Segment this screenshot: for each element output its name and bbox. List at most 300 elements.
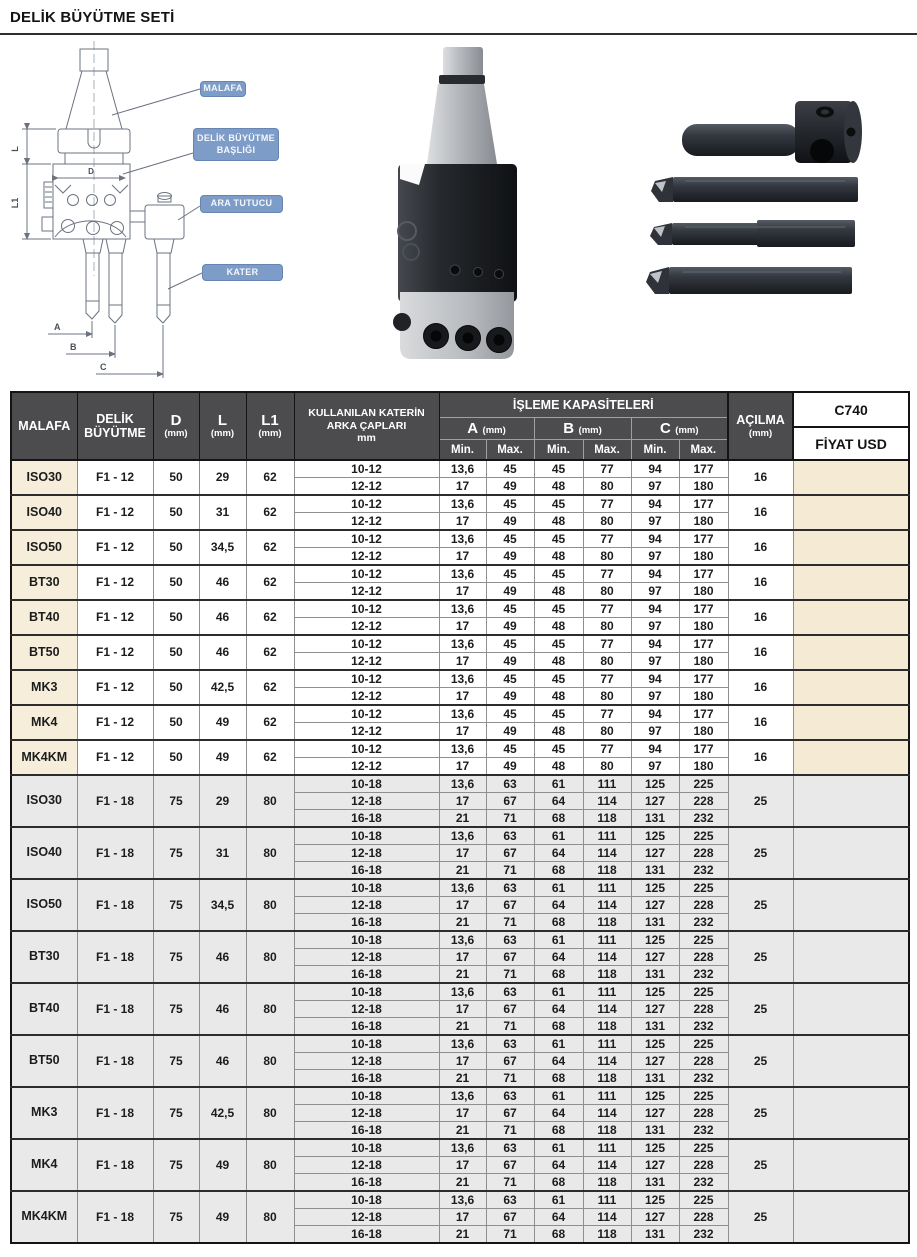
c-min-cell: 131 (631, 1226, 679, 1244)
a-min-cell: 13,6 (439, 1191, 486, 1209)
l1-cell: 80 (246, 1139, 294, 1191)
l-cell: 46 (199, 635, 246, 670)
b-max-cell: 111 (583, 879, 631, 897)
b-min-cell: 68 (534, 914, 583, 932)
b-max-cell: 118 (583, 810, 631, 828)
price-currency-label: FİYAT USD (815, 435, 887, 452)
a-max-cell: 45 (486, 460, 534, 478)
acilma-cell: 16 (728, 565, 793, 600)
c-min-cell: 94 (631, 565, 679, 583)
a-max-cell: 63 (486, 983, 534, 1001)
a-min-cell: 17 (439, 513, 486, 531)
a-max-cell: 45 (486, 600, 534, 618)
c-min-cell: 131 (631, 810, 679, 828)
callout-intermediate-holder (200, 195, 283, 213)
price-cell (793, 827, 909, 879)
a-max-cell: 67 (486, 1105, 534, 1122)
a-max-cell: 67 (486, 1001, 534, 1018)
a-min-cell: 21 (439, 810, 486, 828)
b-min-cell: 45 (534, 670, 583, 688)
l1-cell: 62 (246, 740, 294, 775)
a-min-cell: 17 (439, 478, 486, 496)
c-min-cell: 125 (631, 1087, 679, 1105)
a-max-cell: 49 (486, 723, 534, 741)
b-max-cell: 114 (583, 1157, 631, 1174)
table-row (11, 1139, 909, 1157)
table-row (11, 827, 909, 845)
l-cell: 46 (199, 983, 246, 1035)
b-min-cell: 48 (534, 548, 583, 566)
callout-boring-head-label: DELİK BÜYÜTME BAŞLIĞI (197, 133, 275, 155)
table-row (11, 635, 909, 653)
a-max-cell: 45 (486, 530, 534, 548)
b-min-cell: 61 (534, 1035, 583, 1053)
a-min-cell: 13,6 (439, 565, 486, 583)
kater-cap-cell: 10-18 (294, 931, 439, 949)
kater-cap-cell: 10-18 (294, 1087, 439, 1105)
c-max-cell: 228 (679, 1001, 728, 1018)
b-min-cell: 48 (534, 618, 583, 636)
acilma-cell: 16 (728, 530, 793, 565)
c-max-cell: 180 (679, 653, 728, 671)
a-min-cell: 17 (439, 1157, 486, 1174)
l-cell: 46 (199, 600, 246, 635)
kater-cap-cell: 12-18 (294, 1209, 439, 1226)
c-min-cell: 131 (631, 862, 679, 880)
c-min-cell: 94 (631, 670, 679, 688)
b-min-cell: 68 (534, 1226, 583, 1244)
l-cell: 29 (199, 775, 246, 827)
kater-cap-cell: 12-12 (294, 618, 439, 636)
b-min-cell: 61 (534, 1087, 583, 1105)
b-min-cell: 48 (534, 758, 583, 776)
col-header-c-max: Max. (679, 440, 728, 460)
b-min-cell: 64 (534, 1209, 583, 1226)
c-min-cell: 131 (631, 1122, 679, 1140)
c-min-cell: 97 (631, 513, 679, 531)
l1-cell: 80 (246, 1035, 294, 1087)
dim-label-b: B (70, 342, 77, 352)
col-header-a-min: Min. (439, 440, 486, 460)
b-min-cell: 45 (534, 740, 583, 758)
c-min-cell: 125 (631, 1191, 679, 1209)
delik-buyutme-cell: F1 - 12 (77, 635, 153, 670)
malafa-cell: BT30 (11, 931, 77, 983)
price-cell (793, 600, 909, 635)
c-min-cell: 127 (631, 949, 679, 966)
c-min-cell: 97 (631, 548, 679, 566)
c-max-cell: 225 (679, 931, 728, 949)
acilma-cell: 16 (728, 635, 793, 670)
d-cell: 50 (153, 460, 199, 495)
c-min-cell: 127 (631, 897, 679, 914)
c-min-cell: 125 (631, 931, 679, 949)
b-min-cell: 64 (534, 845, 583, 862)
c-min-cell: 97 (631, 583, 679, 601)
b-min-cell: 45 (534, 565, 583, 583)
a-max-cell: 45 (486, 740, 534, 758)
delik-buyutme-cell: F1 - 12 (77, 600, 153, 635)
a-max-cell: 71 (486, 1122, 534, 1140)
b-min-cell: 68 (534, 1122, 583, 1140)
b-max-cell: 77 (583, 635, 631, 653)
delik-buyutme-cell: F1 - 12 (77, 670, 153, 705)
c-max-cell: 232 (679, 1018, 728, 1036)
a-min-cell: 13,6 (439, 670, 486, 688)
table-row (11, 495, 909, 513)
a-min-cell: 13,6 (439, 1035, 486, 1053)
d-cell: 75 (153, 983, 199, 1035)
l1-cell: 80 (246, 827, 294, 879)
c-max-cell: 177 (679, 565, 728, 583)
b-max-cell: 77 (583, 530, 631, 548)
kater-cap-cell: 12-18 (294, 1105, 439, 1122)
a-min-cell: 21 (439, 1018, 486, 1036)
c-max-cell: 225 (679, 827, 728, 845)
l1-cell: 62 (246, 530, 294, 565)
delik-buyutme-cell: F1 - 12 (77, 740, 153, 775)
table-row (11, 1087, 909, 1105)
a-max-cell: 45 (486, 635, 534, 653)
a-min-cell: 13,6 (439, 530, 486, 548)
b-max-cell: 118 (583, 966, 631, 984)
price-cell (793, 460, 909, 495)
a-min-cell: 17 (439, 618, 486, 636)
price-cell (793, 1035, 909, 1087)
a-max-cell: 63 (486, 1139, 534, 1157)
acilma-cell: 16 (728, 670, 793, 705)
a-min-cell: 13,6 (439, 740, 486, 758)
c-max-cell: 180 (679, 583, 728, 601)
a-min-cell: 13,6 (439, 775, 486, 793)
c-max-cell: 225 (679, 1191, 728, 1209)
a-max-cell: 49 (486, 583, 534, 601)
l1-cell: 80 (246, 775, 294, 827)
price-cell (793, 530, 909, 565)
d-cell: 50 (153, 530, 199, 565)
acilma-cell: 16 (728, 495, 793, 530)
kater-cap-cell: 10-12 (294, 705, 439, 723)
a-max-cell: 71 (486, 1018, 534, 1036)
malafa-cell: MK3 (11, 1087, 77, 1139)
c-max-cell: 225 (679, 1035, 728, 1053)
delik-buyutme-cell: F1 - 12 (77, 565, 153, 600)
acilma-cell: 25 (728, 931, 793, 983)
table-row (11, 1191, 909, 1209)
a-min-cell: 17 (439, 1053, 486, 1070)
b-max-cell: 77 (583, 705, 631, 723)
callout-malafa (200, 81, 246, 97)
kater-cap-cell: 12-12 (294, 653, 439, 671)
d-cell: 75 (153, 1087, 199, 1139)
price-cell (793, 495, 909, 530)
malafa-cell: BT40 (11, 600, 77, 635)
price-cell (793, 565, 909, 600)
d-cell: 50 (153, 635, 199, 670)
kater-cap-cell: 10-12 (294, 530, 439, 548)
a-min-cell: 21 (439, 1174, 486, 1192)
acilma-cell: 16 (728, 705, 793, 740)
c-min-cell: 127 (631, 1001, 679, 1018)
a-min-cell: 17 (439, 845, 486, 862)
col-header-a-max: Max. (486, 440, 534, 460)
kater-cap-cell: 12-18 (294, 1157, 439, 1174)
c-max-cell: 228 (679, 1209, 728, 1226)
acilma-cell: 16 (728, 600, 793, 635)
b-min-cell: 61 (534, 1139, 583, 1157)
d-cell: 50 (153, 600, 199, 635)
col-header-malafa: MALAFA (11, 392, 77, 460)
a-max-cell: 45 (486, 495, 534, 513)
b-min-cell: 68 (534, 1174, 583, 1192)
d-cell: 75 (153, 1191, 199, 1243)
table-row (11, 705, 909, 723)
malafa-cell: BT30 (11, 565, 77, 600)
price-cell (793, 1139, 909, 1191)
malafa-cell: ISO50 (11, 530, 77, 565)
kater-cap-cell: 16-18 (294, 1226, 439, 1244)
c-max-cell: 232 (679, 1226, 728, 1244)
kater-cap-cell: 10-18 (294, 827, 439, 845)
kater-cap-cell: 12-18 (294, 949, 439, 966)
l1-cell: 62 (246, 460, 294, 495)
table-row (11, 775, 909, 793)
col-header-price (793, 392, 909, 460)
c-min-cell: 127 (631, 845, 679, 862)
acilma-cell: 25 (728, 1087, 793, 1139)
col-header-kater-arka-caplari: KULLANILAN KATERİN ARKA ÇAPLARI mm (294, 392, 439, 460)
kater-cap-cell: 12-12 (294, 513, 439, 531)
b-max-cell: 114 (583, 897, 631, 914)
c-max-cell: 177 (679, 705, 728, 723)
b-max-cell: 111 (583, 1035, 631, 1053)
a-min-cell: 17 (439, 1209, 486, 1226)
l-cell: 46 (199, 1035, 246, 1087)
malafa-cell: ISO40 (11, 827, 77, 879)
a-max-cell: 67 (486, 1053, 534, 1070)
delik-buyutme-cell: F1 - 12 (77, 495, 153, 530)
b-min-cell: 45 (534, 460, 583, 478)
acilma-cell: 16 (728, 740, 793, 775)
a-min-cell: 17 (439, 1105, 486, 1122)
d-cell: 75 (153, 1139, 199, 1191)
b-min-cell: 61 (534, 983, 583, 1001)
table-row (11, 740, 909, 758)
l-cell: 49 (199, 1191, 246, 1243)
c-max-cell: 232 (679, 914, 728, 932)
b-max-cell: 111 (583, 1087, 631, 1105)
b-max-cell: 114 (583, 845, 631, 862)
malafa-cell: MK3 (11, 670, 77, 705)
b-min-cell: 45 (534, 600, 583, 618)
b-min-cell: 45 (534, 495, 583, 513)
a-min-cell: 21 (439, 914, 486, 932)
price-cell (793, 775, 909, 827)
kater-cap-cell: 16-18 (294, 1070, 439, 1088)
c-max-cell: 180 (679, 688, 728, 706)
a-max-cell: 63 (486, 1087, 534, 1105)
a-min-cell: 13,6 (439, 495, 486, 513)
callout-intermediate-holder-label: ARA TUTUCU (210, 198, 273, 209)
a-min-cell: 17 (439, 758, 486, 776)
b-min-cell: 68 (534, 966, 583, 984)
b-min-cell: 64 (534, 1001, 583, 1018)
b-max-cell: 118 (583, 862, 631, 880)
c-max-cell: 177 (679, 530, 728, 548)
b-min-cell: 64 (534, 1157, 583, 1174)
b-min-cell: 61 (534, 879, 583, 897)
b-min-cell: 48 (534, 723, 583, 741)
c-max-cell: 225 (679, 1139, 728, 1157)
a-min-cell: 13,6 (439, 931, 486, 949)
c-min-cell: 127 (631, 1105, 679, 1122)
spec-table (10, 391, 910, 1244)
b-max-cell: 118 (583, 1122, 631, 1140)
b-min-cell: 68 (534, 1070, 583, 1088)
l1-cell: 62 (246, 705, 294, 740)
b-min-cell: 68 (534, 1018, 583, 1036)
delik-buyutme-cell: F1 - 18 (77, 1139, 153, 1191)
a-max-cell: 45 (486, 670, 534, 688)
b-min-cell: 45 (534, 635, 583, 653)
c-min-cell: 94 (631, 740, 679, 758)
delik-buyutme-cell: F1 - 18 (77, 1191, 153, 1243)
c-max-cell: 177 (679, 740, 728, 758)
l-cell: 34,5 (199, 879, 246, 931)
delik-buyutme-cell: F1 - 18 (77, 775, 153, 827)
b-max-cell: 111 (583, 931, 631, 949)
table-row (11, 670, 909, 688)
boring-bar-set-photo (645, 55, 917, 355)
a-min-cell: 21 (439, 1122, 486, 1140)
callout-malafa-label: MALAFA (203, 83, 243, 94)
kater-cap-cell: 12-18 (294, 845, 439, 862)
col-header-delik-buyutme: DELİK BÜYÜTME (77, 392, 153, 460)
kater-cap-cell: 10-12 (294, 600, 439, 618)
d-cell: 75 (153, 879, 199, 931)
b-max-cell: 77 (583, 600, 631, 618)
malafa-cell: ISO40 (11, 495, 77, 530)
kater-cap-cell: 16-18 (294, 914, 439, 932)
c-min-cell: 131 (631, 1070, 679, 1088)
a-max-cell: 45 (486, 705, 534, 723)
c-max-cell: 232 (679, 1070, 728, 1088)
b-min-cell: 61 (534, 775, 583, 793)
capacity-table-body (11, 460, 909, 1243)
a-max-cell: 63 (486, 931, 534, 949)
c-min-cell: 94 (631, 705, 679, 723)
b-max-cell: 118 (583, 1018, 631, 1036)
a-max-cell: 49 (486, 653, 534, 671)
b-max-cell: 77 (583, 670, 631, 688)
malafa-cell: MK4 (11, 705, 77, 740)
d-cell: 50 (153, 565, 199, 600)
c-max-cell: 225 (679, 1087, 728, 1105)
a-max-cell: 49 (486, 548, 534, 566)
l-cell: 29 (199, 460, 246, 495)
c-max-cell: 228 (679, 1157, 728, 1174)
kater-cap-cell: 12-12 (294, 688, 439, 706)
l1-cell: 80 (246, 931, 294, 983)
price-cell (793, 1087, 909, 1139)
a-max-cell: 63 (486, 879, 534, 897)
d-cell: 50 (153, 705, 199, 740)
malafa-cell: BT50 (11, 635, 77, 670)
c-min-cell: 131 (631, 1018, 679, 1036)
c-min-cell: 97 (631, 758, 679, 776)
b-min-cell: 48 (534, 478, 583, 496)
kater-cap-cell: 10-12 (294, 565, 439, 583)
kater-cap-cell: 16-18 (294, 1018, 439, 1036)
c-min-cell: 97 (631, 478, 679, 496)
col-header-c-min: Min. (631, 440, 679, 460)
a-max-cell: 63 (486, 1191, 534, 1209)
table-row (11, 565, 909, 583)
c-max-cell: 232 (679, 966, 728, 984)
b-max-cell: 80 (583, 513, 631, 531)
b-max-cell: 80 (583, 618, 631, 636)
c-min-cell: 94 (631, 530, 679, 548)
price-cell (793, 1191, 909, 1243)
kater-cap-cell: 12-18 (294, 1001, 439, 1018)
b-max-cell: 114 (583, 1209, 631, 1226)
kater-cap-cell: 16-18 (294, 1174, 439, 1192)
c-max-cell: 225 (679, 879, 728, 897)
c-min-cell: 127 (631, 1157, 679, 1174)
a-max-cell: 71 (486, 914, 534, 932)
a-max-cell: 45 (486, 565, 534, 583)
table-row (11, 931, 909, 949)
a-max-cell: 71 (486, 1174, 534, 1192)
price-cell (793, 670, 909, 705)
c-min-cell: 97 (631, 653, 679, 671)
a-min-cell: 17 (439, 688, 486, 706)
c-min-cell: 125 (631, 1139, 679, 1157)
b-max-cell: 80 (583, 723, 631, 741)
c-max-cell: 177 (679, 635, 728, 653)
c-min-cell: 97 (631, 688, 679, 706)
malafa-cell: MK4 (11, 1139, 77, 1191)
price-cell (793, 740, 909, 775)
b-max-cell: 80 (583, 478, 631, 496)
a-min-cell: 17 (439, 897, 486, 914)
c-min-cell: 125 (631, 775, 679, 793)
a-max-cell: 71 (486, 810, 534, 828)
acilma-cell: 25 (728, 1191, 793, 1243)
c-max-cell: 180 (679, 723, 728, 741)
malafa-cell: BT40 (11, 983, 77, 1035)
kater-cap-cell: 10-12 (294, 670, 439, 688)
c-max-cell: 228 (679, 897, 728, 914)
a-max-cell: 49 (486, 618, 534, 636)
c-min-cell: 127 (631, 1053, 679, 1070)
b-max-cell: 118 (583, 1070, 631, 1088)
l1-cell: 62 (246, 495, 294, 530)
b-max-cell: 118 (583, 914, 631, 932)
dim-label-c: C (100, 362, 107, 372)
b-min-cell: 68 (534, 810, 583, 828)
l1-cell: 62 (246, 565, 294, 600)
a-min-cell: 17 (439, 548, 486, 566)
l1-cell: 80 (246, 983, 294, 1035)
a-min-cell: 17 (439, 949, 486, 966)
dim-label-d: D (88, 167, 94, 176)
b-max-cell: 80 (583, 583, 631, 601)
kater-cap-cell: 16-18 (294, 966, 439, 984)
kater-cap-cell: 16-18 (294, 1122, 439, 1140)
table-row (11, 600, 909, 618)
acilma-cell: 25 (728, 1139, 793, 1191)
